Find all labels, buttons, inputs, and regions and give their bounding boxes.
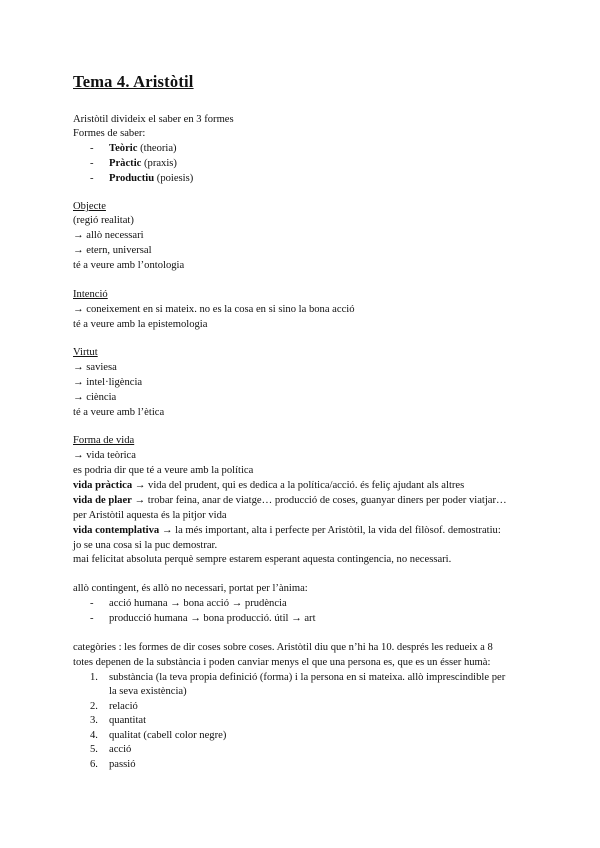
text-line: té a veure amb la epistemologia bbox=[73, 319, 208, 330]
text-line: vida pràctica → vida del prudent, qui es dedica a la política/acció. és feliç ajudant als altres bbox=[73, 480, 465, 491]
bullet-dash: - bbox=[90, 158, 94, 169]
list-item: quantitat bbox=[109, 715, 147, 726]
list-number: 5. bbox=[90, 744, 98, 755]
text-line: → vida teòrica bbox=[73, 450, 136, 461]
intro-line: Formes de saber: bbox=[73, 128, 146, 139]
text-line: per Aristòtil aquesta és la pitjor vida bbox=[73, 510, 227, 521]
text-line: categòries : les formes de dir coses sobre coses. Aristòtil diu que n’hi ha 10. després les redueix a 8 bbox=[73, 642, 493, 653]
text-line: totes depenen de la substància i poden canviar menys el que una persona es, que es un ésser humà: bbox=[73, 657, 491, 668]
text-line: es podria dir que té a veure amb la política bbox=[73, 465, 254, 476]
text-line: → saviesa bbox=[73, 362, 117, 373]
list-item: qualitat (cabell color negre) bbox=[109, 730, 227, 741]
list-number: 1. bbox=[90, 672, 98, 683]
bullet-dash: - bbox=[90, 173, 94, 184]
list-item: acció bbox=[109, 744, 132, 755]
list-item: relació bbox=[109, 701, 138, 712]
list-number: 2. bbox=[90, 701, 98, 712]
list-item: producció humana → bona producció. útil → art bbox=[109, 613, 316, 624]
list-item: Pràctic (praxis) bbox=[109, 158, 177, 169]
list-number: 4. bbox=[90, 730, 98, 741]
text-line: → ciència bbox=[73, 392, 117, 403]
list-item: substància (la teva propia definició (forma) i la persona en si mateixa. allò imprescindible per bbox=[109, 672, 506, 683]
text-line: vida de plaer → trobar feina, anar de viatge… producció de coses, guanyar diners per poder viatjar… bbox=[73, 495, 507, 506]
text-line: té a veure amb l’ètica bbox=[73, 407, 165, 418]
section-heading-objecte: Objecte bbox=[73, 201, 106, 212]
text-line: → intel·ligència bbox=[73, 377, 143, 388]
text-line: jo se una cosa si la puc demostrar. bbox=[73, 540, 218, 551]
section-heading-forma-de-vida: Forma de vida bbox=[73, 435, 135, 446]
page-title: Tema 4. Aristòtil bbox=[73, 72, 194, 91]
intro-line: Aristòtil divideix el saber en 3 formes bbox=[73, 114, 234, 125]
section-heading-virtut: Virtut bbox=[73, 347, 98, 358]
section-heading-intencio: Intenció bbox=[73, 289, 108, 300]
text-line: (regió realitat) bbox=[73, 215, 134, 226]
list-item: Teòric (theoria) bbox=[109, 143, 177, 154]
text-line: allò contingent, és allò no necessari, portat per l’ànima: bbox=[73, 583, 308, 594]
bullet-dash: - bbox=[90, 598, 94, 609]
text-line: → etern, universal bbox=[73, 245, 152, 256]
text-line: → coneixement en si mateix. no es la cosa en si sino la bona acció bbox=[73, 304, 355, 315]
text-line: té a veure amb l’ontologia bbox=[73, 260, 185, 271]
list-item-continuation: la seva existència) bbox=[109, 686, 187, 697]
text-line: mai felicitat absoluta perquè sempre estarem esperant aquesta contingencia, no necessari. bbox=[73, 554, 452, 565]
bullet-dash: - bbox=[90, 613, 94, 624]
list-item: acció humana → bona acció → prudència bbox=[109, 598, 287, 609]
text-line: vida contemplativa → la més important, alta i perfecte per Aristòtil, la vida del filòsof. demostratiu: bbox=[73, 525, 501, 536]
text-line: → allò necessari bbox=[73, 230, 144, 241]
list-number: 3. bbox=[90, 715, 98, 726]
list-item: passió bbox=[109, 759, 136, 770]
list-number: 6. bbox=[90, 759, 98, 770]
bullet-dash: - bbox=[90, 143, 94, 154]
list-item: Productiu (poiesis) bbox=[109, 173, 194, 184]
